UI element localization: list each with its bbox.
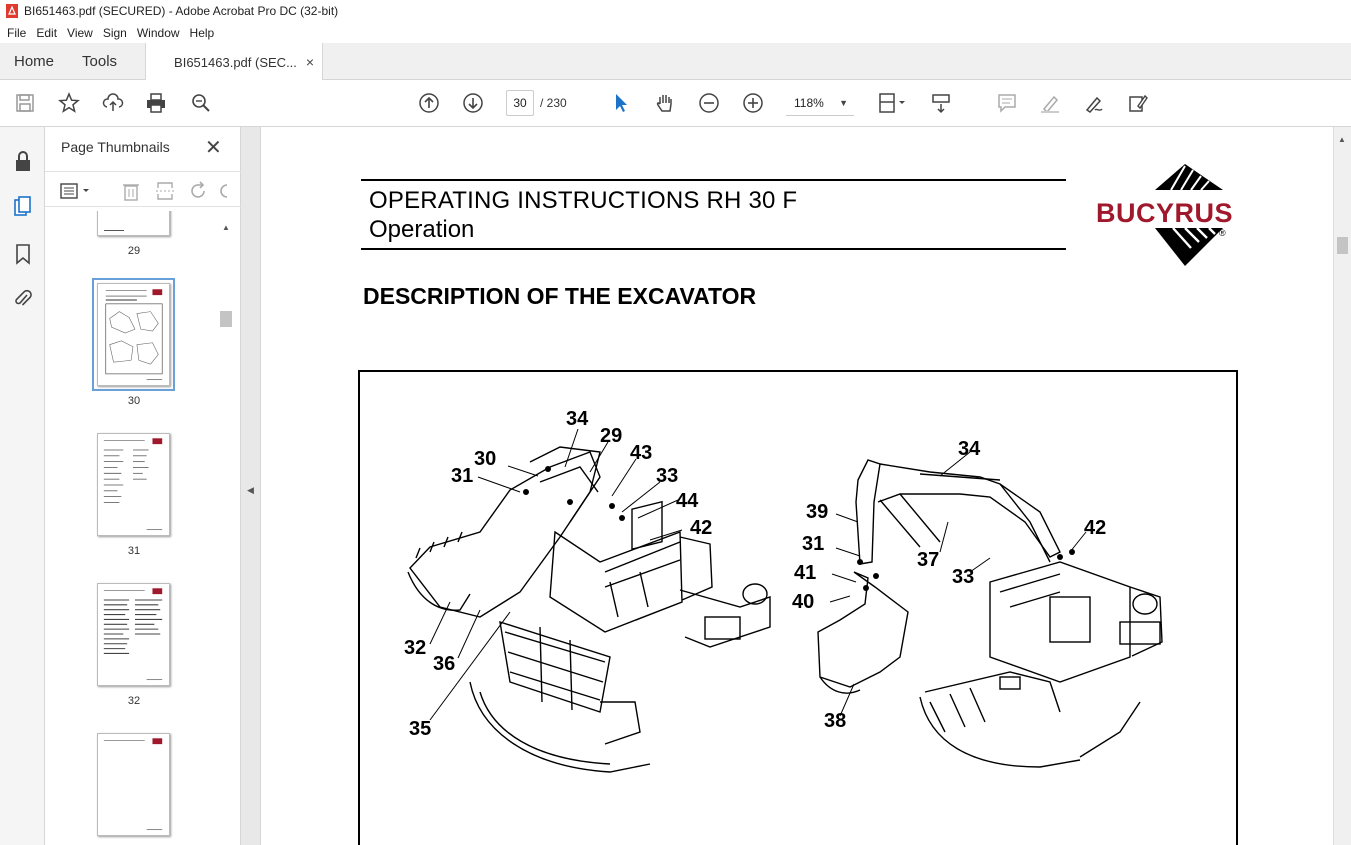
tab-home[interactable]: Home <box>14 52 55 70</box>
callout-label: 34 <box>958 438 981 460</box>
zoom-out-icon[interactable] <box>696 90 722 116</box>
callout-label: 29 <box>600 425 623 447</box>
print-icon[interactable] <box>143 90 169 116</box>
header-subtitle: Operation <box>369 216 475 243</box>
left-rail <box>0 127 45 845</box>
thumbnail-page-art <box>98 284 169 385</box>
callout-label: 35 <box>409 718 432 740</box>
bucyrus-logo <box>1093 162 1268 267</box>
select-cursor-icon[interactable] <box>608 90 634 116</box>
acrobat-app-icon <box>6 4 18 18</box>
bookmark-star-icon[interactable] <box>56 90 82 116</box>
lock-icon[interactable] <box>11 149 35 173</box>
callout-label: 31 <box>451 465 474 487</box>
tab-tools[interactable]: Tools <box>82 52 118 70</box>
thumbnail-page[interactable] <box>97 433 170 536</box>
figure-frame <box>358 370 1238 845</box>
scrollbar-thumb[interactable] <box>220 311 232 327</box>
callout-label: 32 <box>404 637 427 659</box>
panel-title: Page Thumbnails <box>61 139 170 155</box>
header-rule-top <box>361 179 1066 181</box>
rotate-clockwise-icon[interactable] <box>219 181 229 201</box>
menu-sign[interactable]: Sign <box>102 25 127 40</box>
zoom-in-icon[interactable] <box>740 90 766 116</box>
thumbnail-page-number: 29 <box>127 245 141 257</box>
zoom-select[interactable] <box>786 90 854 116</box>
menu-file[interactable]: File <box>7 25 27 40</box>
callout-label: 39 <box>806 501 829 523</box>
attachments-icon[interactable] <box>11 287 35 311</box>
logo-text: BUCYRUS <box>1096 198 1234 228</box>
delete-page-icon[interactable] <box>121 181 141 201</box>
thumbnail-page[interactable] <box>97 583 170 686</box>
thumbnail-scrollbar[interactable] <box>219 219 233 839</box>
menu-help[interactable]: Help <box>189 25 215 40</box>
thumbnail-page-selected[interactable] <box>97 283 170 386</box>
callout-label: 37 <box>917 549 940 571</box>
scrollbar-thumb[interactable] <box>1337 237 1348 254</box>
thumbnail-page-art <box>98 434 169 535</box>
thumbnail-page-art <box>98 584 169 685</box>
zoom-value: 118% <box>794 96 824 110</box>
panel-close-icon[interactable]: ✕ <box>205 137 222 159</box>
hand-tool-icon[interactable] <box>652 90 678 116</box>
callout-label: 36 <box>433 653 456 675</box>
highlight-pen-icon[interactable] <box>1037 90 1063 116</box>
window-title: BI651463.pdf (SECURED) - Adobe Acrobat Pro DC (32-bit) <box>24 4 339 18</box>
header-title: OPERATING INSTRUCTIONS RH 30 F <box>369 187 798 214</box>
tab-document[interactable] <box>145 43 323 81</box>
callout-label: 42 <box>690 517 713 539</box>
main-toolbar <box>0 80 1351 127</box>
page-fit-icon[interactable] <box>872 90 912 116</box>
callout-label: 34 <box>566 408 589 430</box>
next-page-icon[interactable] <box>460 90 486 116</box>
thumbnail-page[interactable] <box>97 733 170 836</box>
collapse-left-icon[interactable]: ◀ <box>247 485 254 495</box>
upload-icon[interactable] <box>100 90 126 116</box>
thumbnail-page-number: 32 <box>127 695 141 707</box>
title-bar <box>0 0 1351 22</box>
callout-label: 31 <box>802 533 825 555</box>
thumbnail-page-number: 31 <box>127 545 141 557</box>
scroll-up-icon[interactable]: ▲ <box>1338 135 1346 144</box>
thumbnail-page-art <box>98 734 169 835</box>
menu-view[interactable]: View <box>67 25 93 40</box>
tab-bar <box>0 43 1351 80</box>
callout-label: 41 <box>794 562 817 584</box>
tab-close-icon[interactable]: × <box>305 54 315 70</box>
chevron-down-icon: ▼ <box>839 98 848 108</box>
tab-document-label: BI651463.pdf (SEC... <box>174 54 297 70</box>
menu-edit[interactable]: Edit <box>36 25 58 40</box>
rotate-page-icon[interactable] <box>189 181 209 201</box>
callout-label: 44 <box>676 490 699 512</box>
menu-window[interactable]: Window <box>136 25 180 40</box>
scroll-up-icon[interactable]: ▲ <box>222 223 230 232</box>
thumbnail-page-number: 30 <box>127 395 141 407</box>
page-thumbnails-icon[interactable] <box>11 194 35 218</box>
pdf-page <box>261 127 1333 845</box>
bookmarks-icon[interactable] <box>11 242 35 266</box>
callout-label: 33 <box>656 465 679 487</box>
document-viewport[interactable] <box>261 127 1333 845</box>
thumbnail-toolbar <box>45 171 241 207</box>
callout-label: 38 <box>824 710 847 732</box>
section-title: DESCRIPTION OF THE EXCAVATOR <box>363 283 757 309</box>
previous-page-icon[interactable] <box>416 90 442 116</box>
save-icon[interactable] <box>12 90 38 116</box>
thumbnail-list <box>45 211 219 845</box>
thumbnail-page[interactable] <box>97 211 170 236</box>
page-number-input[interactable]: 30 <box>506 90 534 116</box>
header-rule-bottom <box>361 248 1066 250</box>
document-scrollbar[interactable] <box>1333 127 1351 845</box>
callout-label: 40 <box>792 591 815 613</box>
page-total: / 230 <box>540 96 567 110</box>
callout-label: 42 <box>1084 517 1107 539</box>
panel-collapse-handle[interactable] <box>241 127 261 845</box>
thumbnail-options-icon[interactable] <box>59 181 93 201</box>
callout-label: 43 <box>630 442 653 464</box>
fill-sign-icon[interactable] <box>1125 90 1151 116</box>
sign-icon[interactable] <box>1081 90 1107 116</box>
comment-icon[interactable] <box>994 90 1020 116</box>
thumbnails-panel <box>45 127 241 845</box>
zoom-search-icon[interactable] <box>188 90 214 116</box>
callout-label: 33 <box>952 566 975 588</box>
logo-registered-mark: ® <box>1219 228 1226 238</box>
extract-page-icon[interactable] <box>155 181 175 201</box>
menu-bar <box>0 22 1351 43</box>
callout-label: 30 <box>474 448 497 470</box>
scroll-mode-icon[interactable] <box>928 90 954 116</box>
